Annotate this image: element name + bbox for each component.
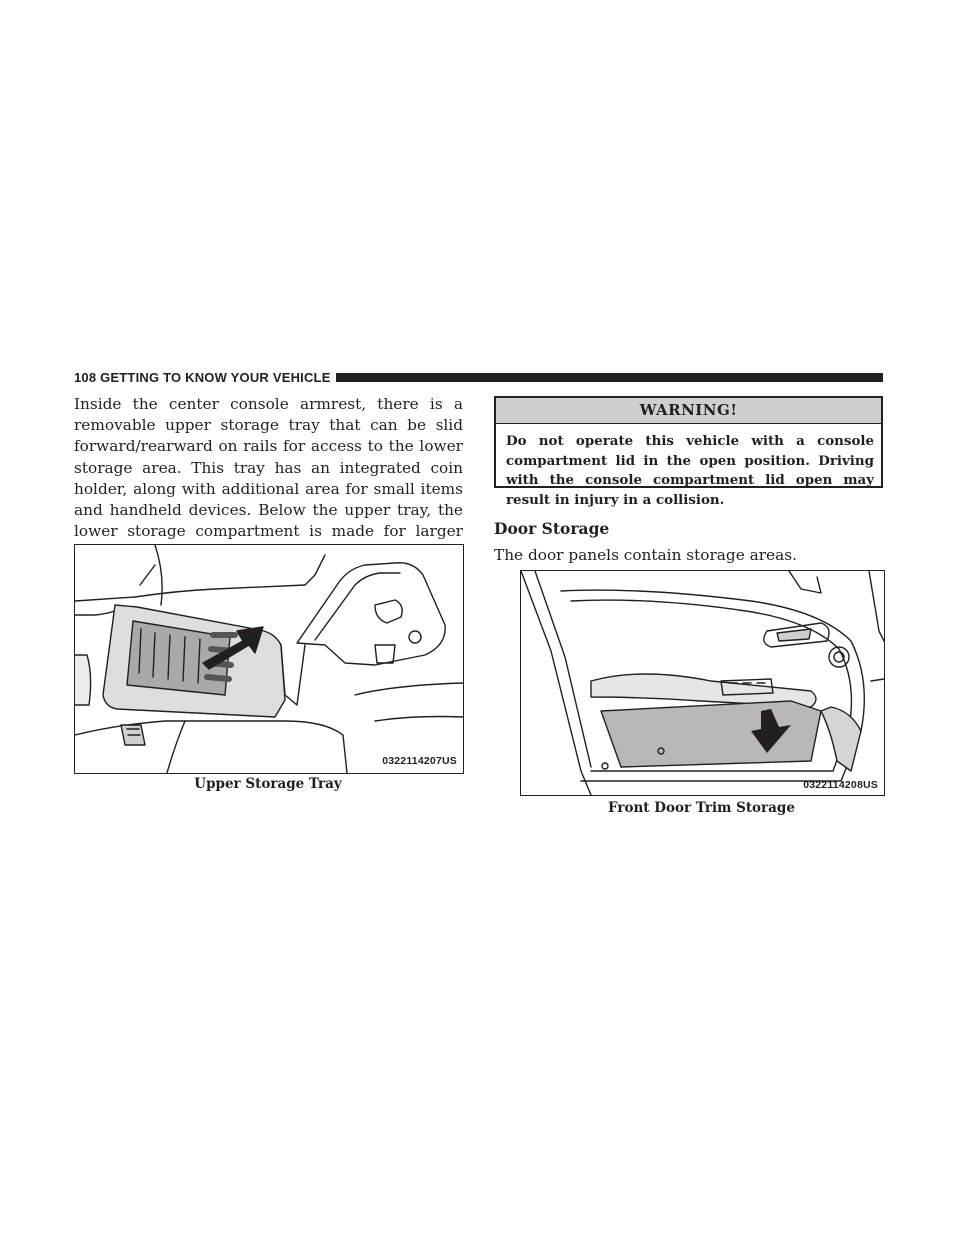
page-number-and-section-title: 108 GETTING TO KNOW YOUR VEHICLE [74,370,331,385]
figure-code: 0322114207US [382,755,457,767]
warning-box [494,396,883,508]
header-rule [336,373,883,382]
page-header [74,370,883,386]
figure-code: 0322114208US [803,779,878,791]
figure-caption: Upper Storage Tray [194,776,342,792]
warning-text: Do not operate this vehicle with a console compartment lid in the open position. Driving with the console compartment lid open may result in injury in a collision. [506,433,874,508]
door-storage-paragraph: The door panels contain storage areas. [494,546,797,564]
section-heading-door-storage: Door Storage [494,519,610,538]
warning-heading: WARNING! [496,398,881,424]
figure-caption: Front Door Trim Storage [608,800,795,816]
front-door-trim-storage-illustration [520,570,885,796]
console-storage-paragraph: Inside the center console armrest, there is a removable upper storage tray that can be slid forward/rearward on rails for access to the lower storage area. This tray has an integrated coin holder, along with additional area for small items and handheld devices. Below the upper tray, the lower storage compartment is made for larger [74,395,463,541]
upper-storage-tray-illustration [74,544,464,774]
